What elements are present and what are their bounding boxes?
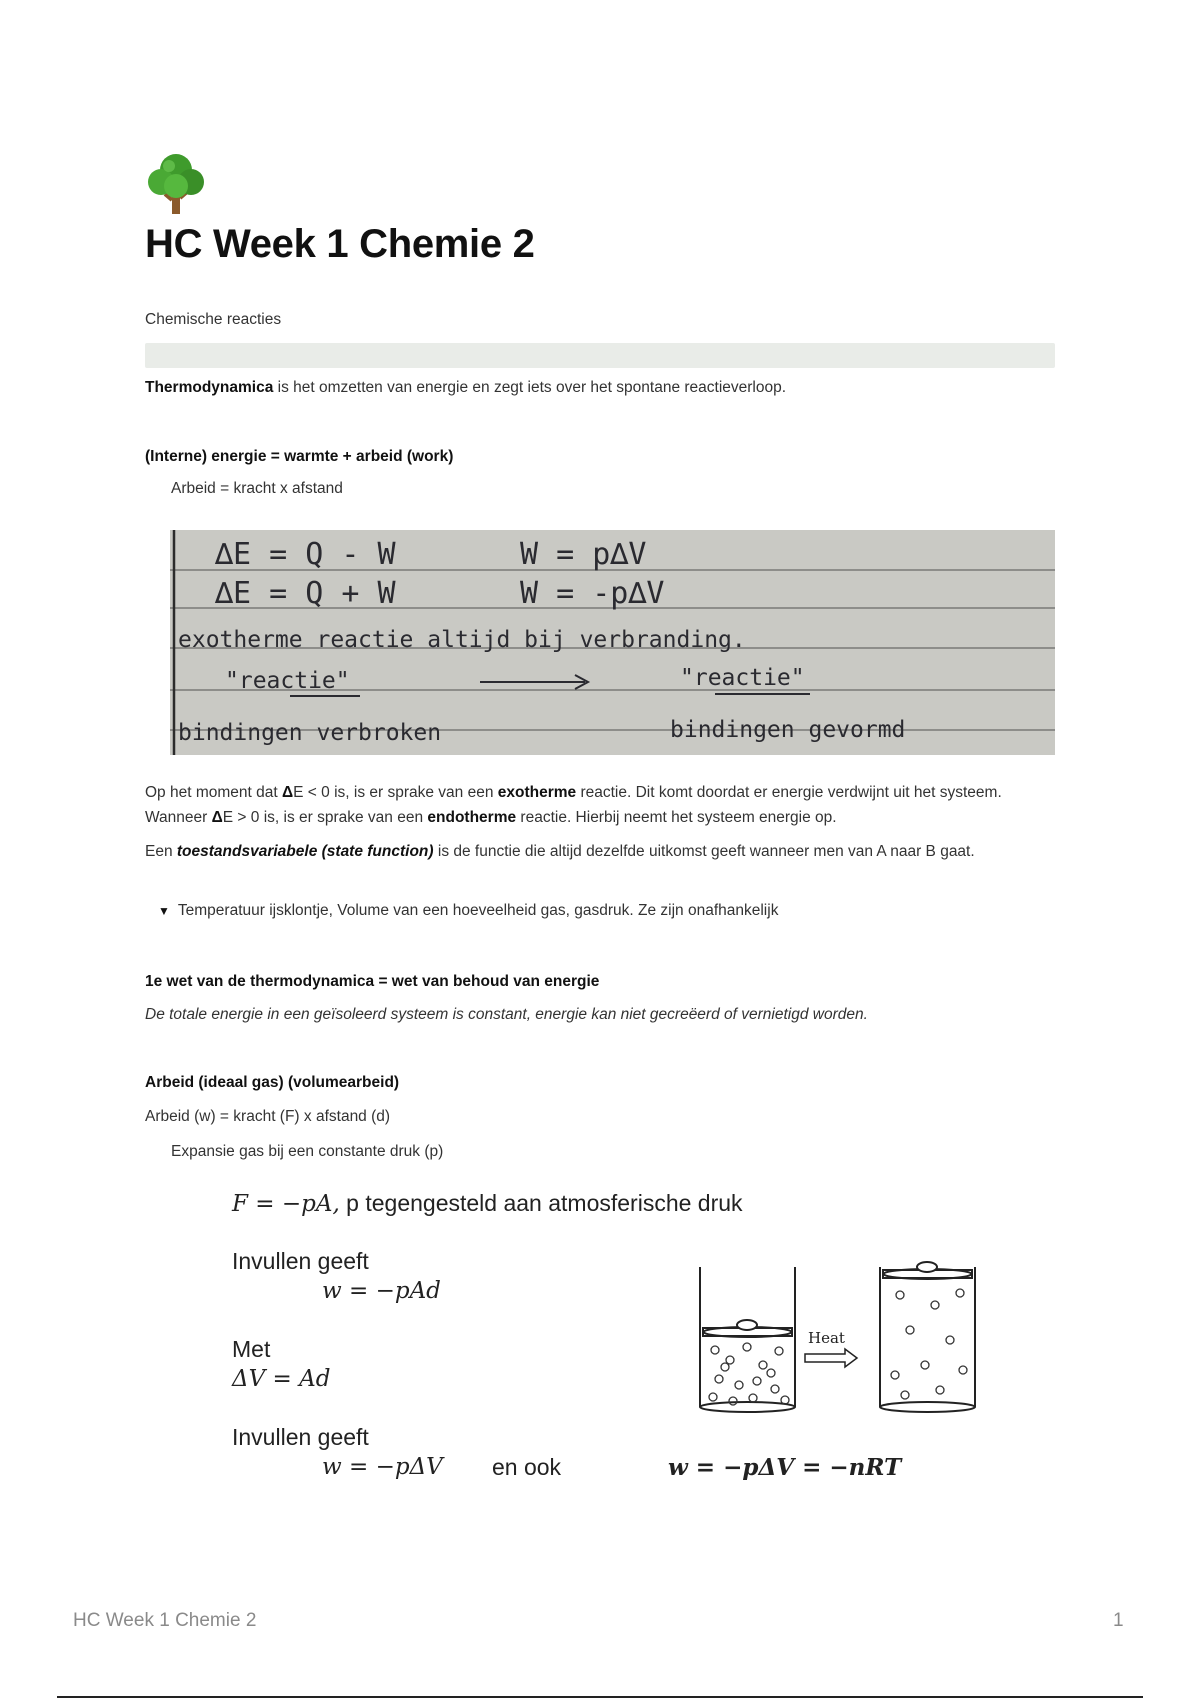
callout-block xyxy=(145,343,1055,368)
delta-symbol-2: Δ xyxy=(211,809,223,826)
energy-heading: (Interne) energie = warmte + arbeid (work) xyxy=(145,448,454,465)
handwritten-notes-image xyxy=(170,530,1055,755)
formula-f4: w = −pΔV xyxy=(322,1454,443,1480)
delta-text-3: reactie. Dit komt doordat er energie verdwijnt uit het systeem. Wanneer xyxy=(145,784,1002,826)
en-ook-label: en ook xyxy=(492,1454,562,1480)
first-law-heading: 1e wet van de thermodynamica = wet van behoud van energie xyxy=(145,973,600,990)
piston-diagram xyxy=(695,1255,985,1415)
thermodynamica-text: is het omzetten van energie en zegt iets over het spontane reactieverloop. xyxy=(273,379,787,396)
invullen-label-1: Invullen geeft xyxy=(232,1248,369,1274)
formula-f1: F = −pA, xyxy=(232,1191,340,1217)
delta-e-paragraph xyxy=(145,780,1015,830)
formula-f3: ΔV = Ad xyxy=(232,1366,331,1392)
hw-line-1a: ∆E = Q - W xyxy=(215,537,396,572)
state-function-paragraph xyxy=(145,839,1015,864)
delta-text-1: Op het moment dat xyxy=(145,784,282,801)
hw-line-2a: ∆E = Q + W xyxy=(215,576,396,611)
formula-f1-text: p tegengesteld aan atmosferische druk xyxy=(339,1190,743,1216)
thermodynamica-term: Thermodynamica xyxy=(145,379,274,396)
state-text-2: is de functie die altijd dezelfde uitkomst geeft wanneer men van A naar B gaat. xyxy=(433,843,975,860)
exotherme-term: exotherme xyxy=(497,784,577,801)
arbeid-definition: Arbeid = kracht x afstand xyxy=(171,480,343,497)
heat-label: Heat xyxy=(808,1329,845,1347)
hw-line-5a: bindingen verbroken xyxy=(178,720,442,746)
toggle-block[interactable] xyxy=(158,898,778,924)
subtitle-text: Chemische reacties xyxy=(145,311,282,328)
hw-line-2b: W = -p∆V xyxy=(520,576,665,611)
tree-icon xyxy=(145,152,207,216)
formula-f2: w = −pAd xyxy=(322,1278,441,1304)
formula-line-1 xyxy=(232,1190,743,1217)
state-function-term: toestandsvariabele (state function) xyxy=(176,843,434,860)
delta-text-4: E > 0 is, is er sprake van een xyxy=(222,809,428,826)
hw-line-5b: bindingen gevormd xyxy=(670,717,906,743)
first-law-text: De totale energie in een geïsoleerd systeem is constant, energie kan niet gecreëerd of vernietigd worden. xyxy=(145,1006,868,1023)
hw-line-1b: W = p∆V xyxy=(520,537,647,572)
work-formula-text: Arbeid (w) = kracht (F) x afstand (d) xyxy=(145,1108,391,1125)
state-text-1: Een xyxy=(145,843,177,860)
page-title: HC Week 1 Chemie 2 xyxy=(145,222,535,266)
met-label: Met xyxy=(232,1336,271,1362)
delta-text-2: E < 0 is, is er sprake van een xyxy=(293,784,498,801)
footer-divider xyxy=(57,1696,1143,1698)
expansion-text: Expansie gas bij een constante druk (p) xyxy=(171,1143,444,1160)
toggle-triangle-icon[interactable]: ▼ xyxy=(158,904,170,918)
toggle-text: Temperatuur ijsklontje, Volume van een hoeveelheid gas, gasdruk. Ze zijn onafhankelijk xyxy=(177,902,779,919)
hw-line-4b: "reactie" xyxy=(680,665,805,691)
footer-title: HC Week 1 Chemie 2 xyxy=(73,1610,257,1631)
formula-f5: w = −pΔV = −nRT xyxy=(668,1454,902,1481)
hw-line-4a: "reactie" xyxy=(225,668,350,694)
page-number: 1 xyxy=(1113,1610,1124,1631)
delta-text-5: reactie. Hierbij neemt het systeem energie op. xyxy=(516,809,837,826)
endotherme-term: endotherme xyxy=(427,809,517,826)
thermodynamica-paragraph xyxy=(145,375,1015,400)
hw-line-3: exotherme reactie altijd bij verbranding. xyxy=(178,627,746,653)
invullen-label-2: Invullen geeft xyxy=(232,1424,369,1450)
work-heading: Arbeid (ideaal gas) (volumearbeid) xyxy=(145,1074,400,1091)
delta-symbol-1: Δ xyxy=(282,784,294,801)
